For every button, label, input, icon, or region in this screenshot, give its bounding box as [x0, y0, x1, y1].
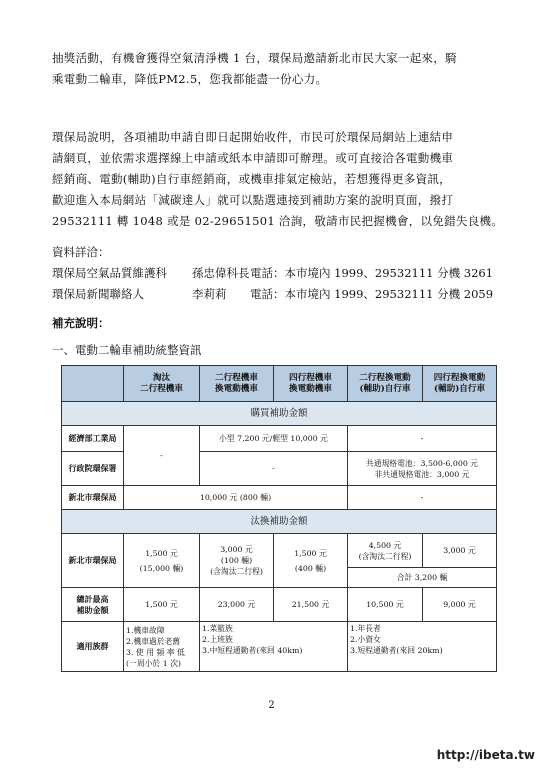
ntpc-purchase-scooter-cell: 10,000 元 (800 輛)	[124, 486, 348, 510]
max-value: 10,500 元	[348, 588, 423, 622]
row-label-max	[62, 588, 124, 622]
intro-line-2: 乘電動二輪車，降低PM2.5，您我都能盡一份心力。	[52, 72, 328, 86]
target-item: 1.菜籃族	[202, 624, 233, 633]
contact-phone: 電話：本市境內 1999、29532111 分機 2059	[250, 287, 494, 301]
replace-c2	[200, 534, 274, 588]
intro-line-1: 抽獎活動，有機會獲得空氣清淨機 1 台，環保局邀請新北市民大家一起來，騎	[52, 51, 457, 65]
epa-bike-line-1: 共通規格電池：3,500-6,000 元	[365, 458, 479, 468]
target-item: 2.小資女	[350, 635, 381, 644]
contact-name: 孫忠偉科長	[192, 266, 250, 280]
target-c2	[200, 622, 348, 672]
contact-name: 李莉莉	[192, 287, 227, 301]
watermark: http://ibeta.tw	[436, 748, 535, 762]
purchase-band-row	[62, 402, 497, 426]
epa-bike-line-2: 非共通規格電池：3,000 元	[374, 469, 470, 479]
replace-c4	[348, 534, 423, 568]
target-item: 3. 使 用 頻 率 低	[126, 647, 185, 657]
table-row	[62, 486, 497, 510]
supplement-heading: 補充說明：	[52, 316, 110, 330]
epa-bike-cell	[348, 452, 497, 486]
moea-bike-cell: -	[348, 426, 497, 452]
replace-c3-amount: 1,500 元	[294, 548, 327, 558]
replace-c3	[274, 534, 348, 588]
notice-line-3: 經銷商、電動(輔助)自行車經銷商，或機車排氣定檢站，若想獲得更多資訊，	[52, 172, 451, 186]
replace-c2-amount: 3,000 元	[220, 545, 253, 554]
row-label-ntpc: 新北市環保局	[62, 486, 124, 510]
max-value: 1,500 元	[124, 588, 200, 622]
table-header-row	[62, 366, 497, 402]
intro-paragraph	[52, 48, 502, 90]
target-item: 2.機車過於老舊	[126, 636, 181, 646]
notice-line-4: 歡迎進入本局網站「減碳達人」就可以點選連接到補助方案的說明頁面，撥打	[52, 193, 454, 207]
contact-label: 資料詳洽：	[52, 245, 110, 259]
replace-c4-amount: 4,500 元	[368, 540, 402, 550]
table-row	[62, 588, 497, 622]
replace-c1	[124, 534, 200, 588]
replace-c4-note: (含淘汰二行程)	[358, 551, 412, 561]
replace-c1-quota: (15,000 輛)	[139, 563, 184, 573]
max-value: 21,500 元	[274, 588, 348, 622]
ntpc-purchase-bike-cell: -	[348, 486, 497, 510]
row-label-target: 適用族群	[62, 622, 124, 672]
replace-c2-quota: (100 輛)	[220, 556, 253, 565]
header-cell: 四行程換電動 (輔助)自行車	[423, 366, 497, 402]
max-label-line-1: 總計最高	[76, 593, 109, 604]
dash-merged-cell: -	[124, 426, 200, 486]
row-label-moea: 經濟部工業局	[62, 426, 124, 452]
contact-unit: 環保局新聞聯絡人	[52, 287, 144, 301]
header-cell: 淘汰 二行程機車	[124, 366, 200, 402]
replace-band-row	[62, 510, 497, 534]
table-row	[62, 534, 497, 568]
header-cell: 二行程換電動 (輔助)自行車	[348, 366, 423, 402]
replace-bike-total: 合計 3,200 輛	[348, 568, 497, 588]
max-value: 23,000 元	[200, 588, 274, 622]
contact-row	[52, 263, 493, 283]
max-label-line-2: 補助金額	[76, 604, 109, 615]
table-row	[62, 426, 497, 452]
header-cell-empty	[62, 366, 124, 402]
section-title: 一、電動二輪車補助統整資訊	[52, 343, 202, 357]
target-item: 2.上班族	[202, 635, 233, 644]
row-label-replace: 新北市環保局	[62, 534, 124, 588]
notice-paragraph	[52, 127, 502, 232]
max-value: 9,000 元	[423, 588, 497, 622]
subsidy-table	[61, 365, 497, 672]
target-item: 1.年長者	[350, 624, 381, 633]
page-number: 2	[268, 700, 275, 711]
target-c1	[124, 622, 200, 672]
moea-scooter-cell: 小型 7,200 元/輕型 10,000 元	[200, 426, 348, 452]
target-item: (一周小於 1 次)	[126, 658, 181, 668]
notice-line-1: 環保局說明，各項補助申請自即日起開始收件，市民可於環保局網站上連結申	[52, 130, 454, 144]
notice-line-5: 29532111 轉 1048 或是 02-29651501 洽詢，敬請市民把握機會，以免錯失良機。	[52, 214, 504, 228]
purchase-band: 購買補助金額	[62, 402, 497, 426]
header-cell: 四行程機車 換電動機車	[274, 366, 348, 402]
contact-phone: 電話：本市境內 1999、29532111 分機 3261	[250, 266, 494, 280]
table-row	[62, 622, 497, 672]
target-item: 3.短程通勤者(來回 20km)	[350, 646, 443, 655]
notice-line-2: 請網頁，並依需求選擇線上申請或紙本申請即可辦理。或可直接洽各電動機車	[52, 151, 454, 165]
target-item: 1.機車故障	[126, 625, 165, 635]
target-item: 3.中短程通勤者(來回 40km)	[202, 646, 303, 655]
replace-band: 汰換補助金額	[62, 510, 497, 534]
contact-unit: 環保局空氣品質維護科	[52, 266, 167, 280]
header-cell: 二行程機車 換電動機車	[200, 366, 274, 402]
contact-row	[52, 284, 493, 304]
replace-c1-amount: 1,500 元	[145, 548, 178, 558]
replace-c2-note: (含淘汰二行程)	[210, 567, 263, 576]
row-label-epa: 行政院環保署	[62, 452, 124, 486]
epa-scooter-cell: -	[200, 452, 348, 486]
replace-c3-quota: (400 輛)	[294, 563, 327, 573]
target-c4	[348, 622, 497, 672]
replace-c5: 3,000 元	[423, 534, 497, 568]
